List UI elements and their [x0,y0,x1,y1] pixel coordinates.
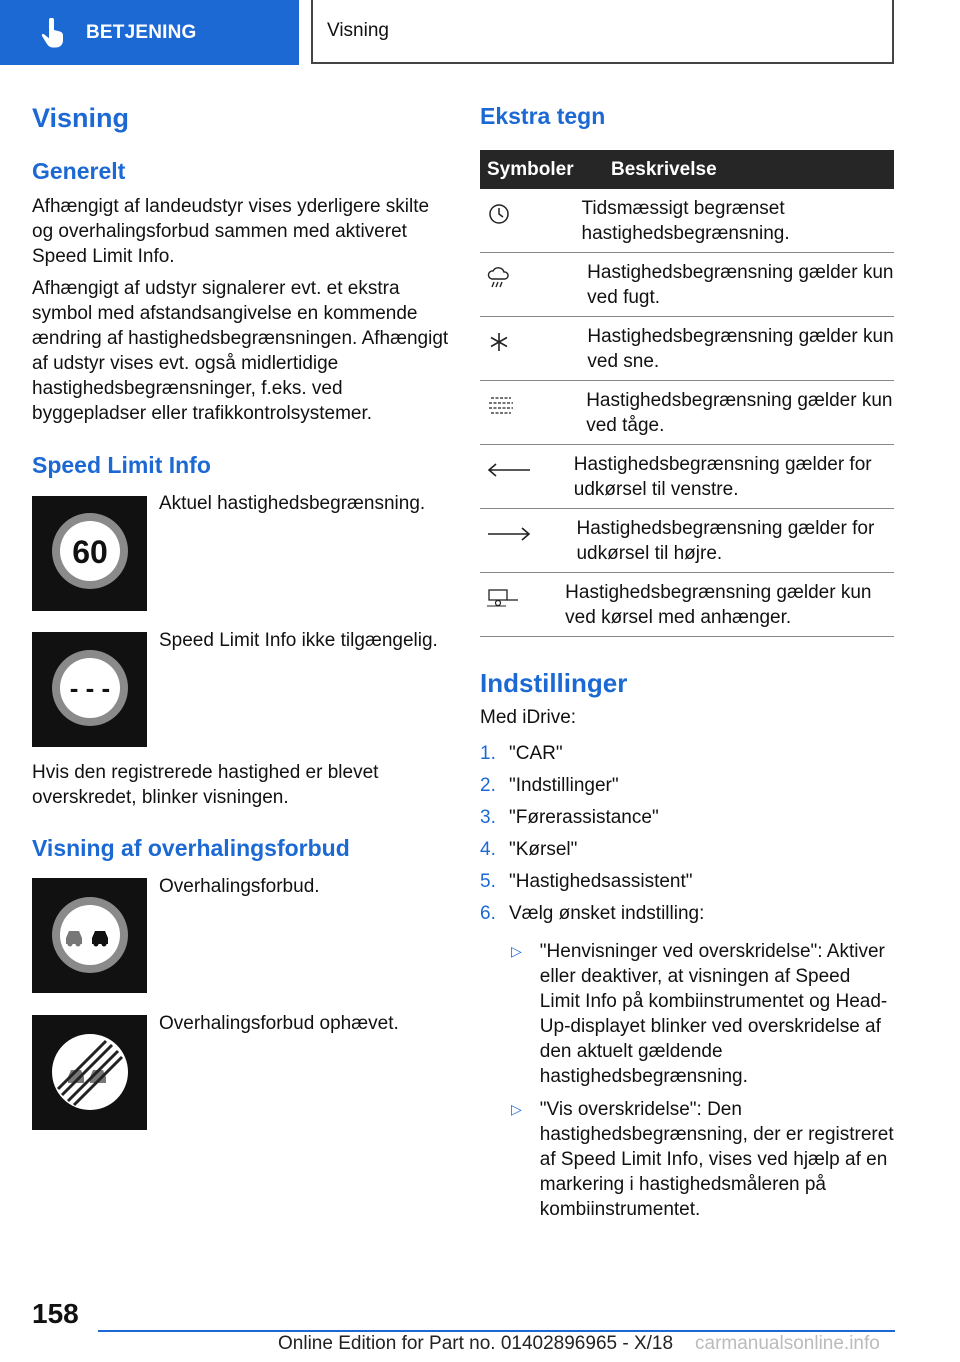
table-header [480,150,894,189]
triangle-bullet-icon: ▷ [511,1101,522,1117]
heading-overtaking: Visning af overhalingsforbud [32,835,350,861]
table-row [480,189,894,253]
paragraph-overspeed: Hvis den registrerede hastighed er blevet overskredet, blinker visningen. [32,762,379,808]
col-description: Beskrivelse [611,158,717,180]
snowflake-icon [486,331,512,353]
settings-intro: Med iDrive: [480,707,577,728]
heading-extra-tegn: Ekstra tegn [480,103,606,129]
chapter-label: Visning [327,20,389,41]
settings-steps [480,741,894,1222]
sign-caption-no-overtaking: Overhalingsforbud. [159,876,320,897]
page-number: 158 [32,1298,79,1329]
heading-speed-limit-info: Speed Limit Info [32,452,211,478]
row-description: Hastighedsbegrænsning gælder for udkørsel til højre. [576,518,875,564]
table-row [480,509,894,573]
rain-cloud-icon [486,267,512,289]
table-row [480,317,894,381]
row-description: Hastighedsbegrænsning gælder kun ved kørsel med anhænger. [565,582,872,628]
list-item: 2. "Indstillinger" [480,775,619,796]
list-item: 4. "Kørsel" [480,839,578,860]
sign-caption-end-no-overtaking: Overhalingsforbud ophævet. [159,1013,399,1034]
fog-icon [486,395,516,417]
speed-limit-number: 60 [72,534,108,570]
row-description: Hastighedsbegrænsning gælder kun ved tåge. [586,390,893,436]
table-row [480,445,894,509]
list-item: 5. "Hastighedsassistent" [480,871,693,892]
sub-list-item: ▷ "Henvisninger ved overskridelse": Aktiver eller deaktiver, at visningen af Speed Limit Info på kombiinstrumentet og Head-Up-displayet blinker ved overskridelse af den aktuelt gældende hastighedsbegrænsning. [511,941,888,1087]
paragraph-generelt-2: Afhængigt af udstyr signalerer evt. et ekstra symbol med afstandsangivelse en kommende ændring af hastighedsbegrænsningen. Afhængigt af udstyr vises evt. også midlertidige hastighedsbegrænsninger, f.eks. ved byggepladser eller trafikkontrolsystemer. [32,278,449,424]
paragraph-generelt-1: Afhængigt af landeudstyr vises yderligere skilte og overhalingsforbud sammen med aktiveret Speed Limit Info. [32,196,430,267]
page-title: Visning [32,103,130,133]
footer-rule [98,1330,895,1332]
col-symbols: Symboler [487,158,574,180]
heading-generelt: Generelt [32,158,126,184]
no-overtaking-sign [32,878,147,993]
extra-signs-table [480,150,894,637]
list-item: 6. Vælg ønsket indstilling: [480,903,705,924]
row-description: Hastighedsbegrænsning gælder kun ved sne. [587,326,894,372]
sub-list-item: ▷ "Vis overskridelse": Den hastighedsbegrænsning, der er registreret af Speed Limit Info, vises ved hjælp af en markering i hastighedsmåleren på kombiinstrumentet. [511,1099,894,1220]
arrow-left-icon [486,459,532,481]
speed-limit-unavailable-sign [32,632,147,747]
speed-limit-dashes: - - - [69,673,111,703]
section-label: BETJENING [86,21,197,43]
speed-limit-60-sign [32,496,147,611]
watermark: carmanualsonline.info [695,1333,880,1354]
trailer-icon [486,587,520,609]
table-row [480,381,894,445]
section-tab [0,0,299,65]
pointing-hand-icon [40,18,66,48]
clock-icon [486,203,512,225]
row-description: Hastighedsbegrænsning gælder kun ved fugt. [587,262,894,308]
heading-indstillinger: Indstillinger [480,668,628,698]
edition-text: Online Edition for Part no. 01402896965 - X/18 [278,1333,674,1354]
row-description: Tidsmæssigt begrænset hastighedsbegrænsning. [581,198,790,244]
table-row [480,253,894,317]
triangle-bullet-icon: ▷ [511,943,522,959]
end-no-overtaking-sign [32,1015,147,1130]
table-row [480,573,894,637]
arrow-right-icon [486,523,532,545]
list-item: 1. "CAR" [480,743,563,764]
chapter-box [311,0,894,64]
row-description: Hastighedsbegrænsning gælder for udkørsel til venstre. [573,454,872,500]
sign-caption-unavailable: Speed Limit Info ikke tilgængelig. [159,630,438,651]
list-item: 3. "Førerassistance" [480,807,659,828]
sign-caption-current-limit: Aktuel hastighedsbegrænsning. [159,493,426,514]
